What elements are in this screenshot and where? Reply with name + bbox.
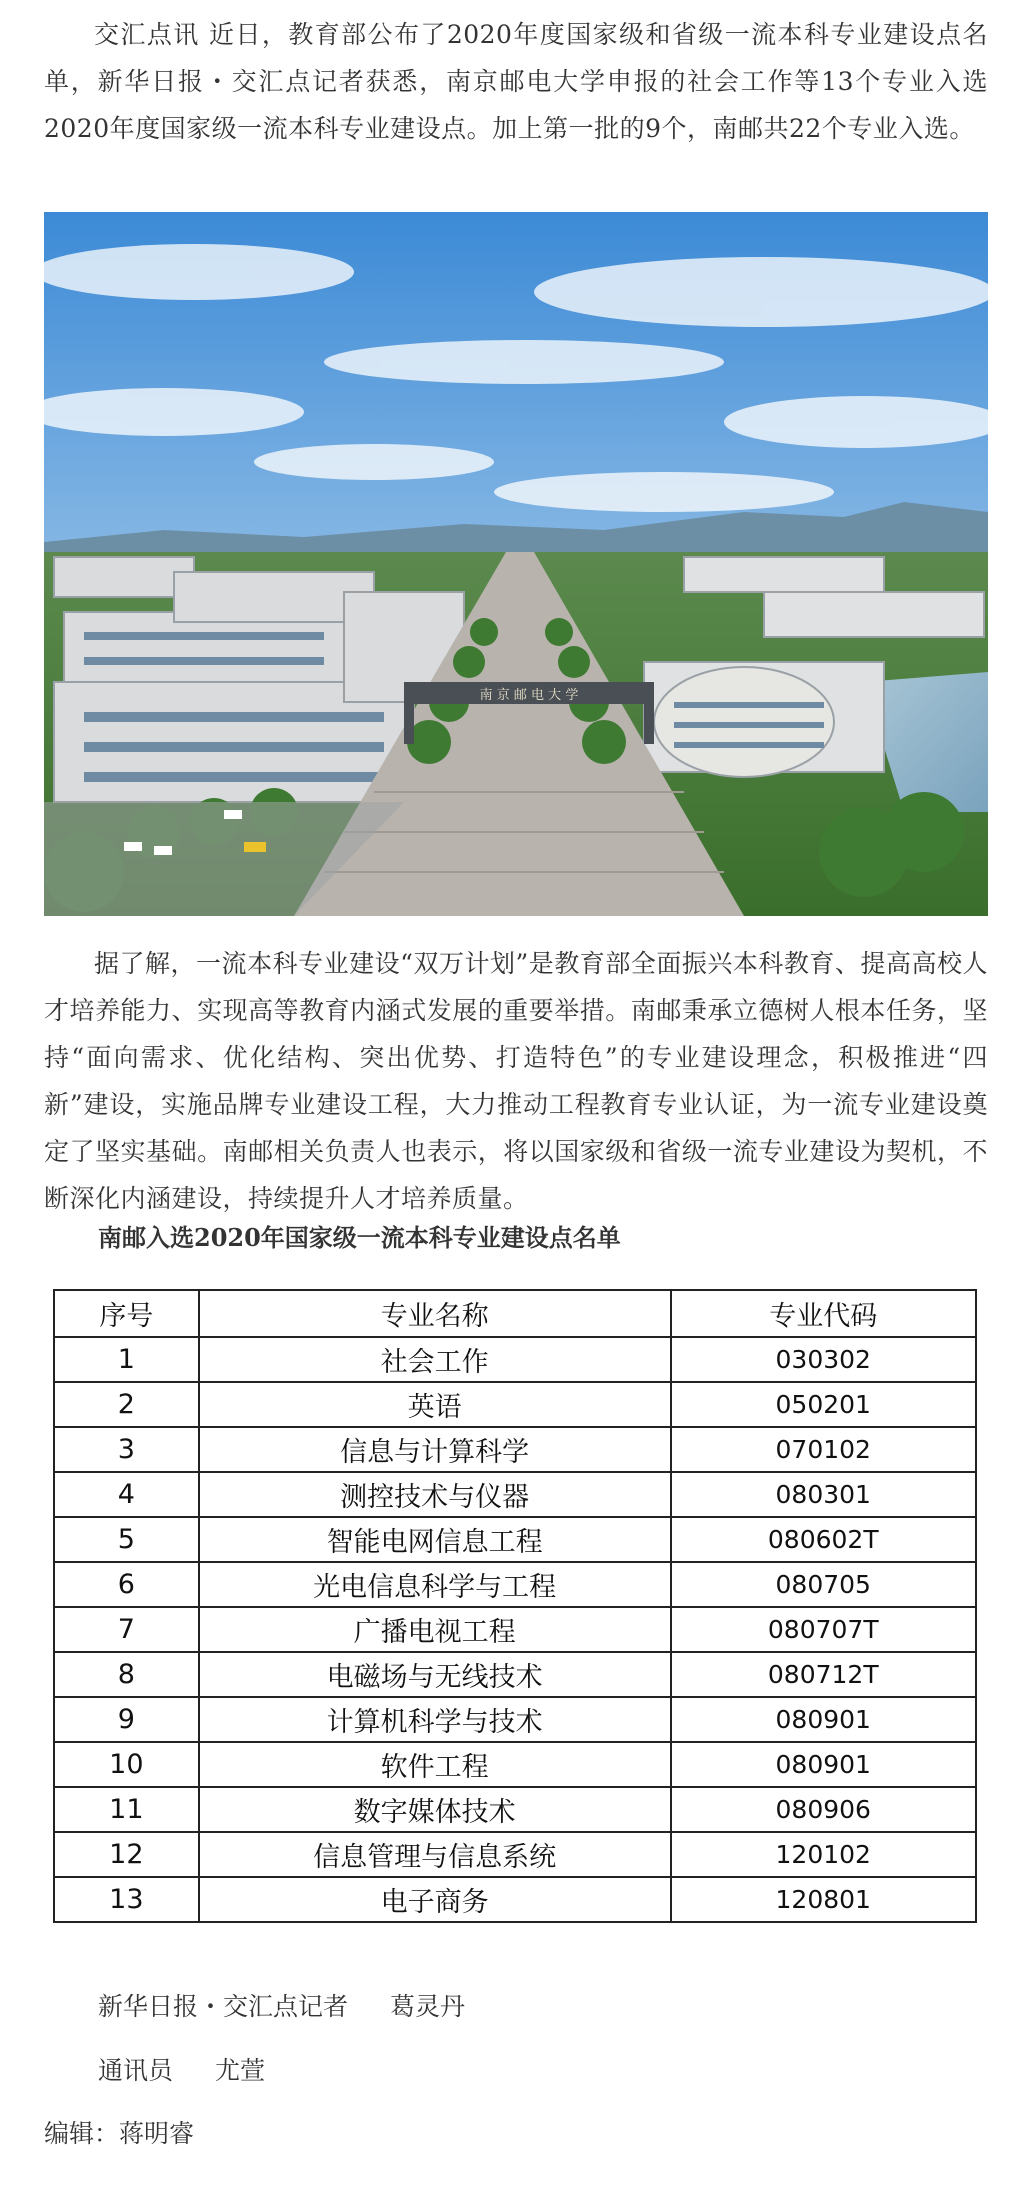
row-index: 10 — [54, 1742, 199, 1787]
majors-table — [53, 1289, 977, 1923]
row-major-code: 080705 — [671, 1562, 977, 1607]
table-row — [54, 1652, 976, 1697]
row-index: 7 — [54, 1607, 199, 1652]
row-major-code: 050201 — [671, 1382, 977, 1427]
reporter-name: 葛灵丹 — [390, 1992, 466, 2021]
row-index: 6 — [54, 1562, 199, 1607]
intro-paragraph: 交汇点讯 近日，教育部公布了2020年度国家级和省级一流本科专业建设点名单，新华日报・交汇点记者获悉，南京邮电大学申报的社会工作等13个专业入选2020年度国家级一流本科专业建设点。加上第一批的9个，南邮共22个专业入选。 — [44, 20, 988, 143]
row-major-name: 测控技术与仪器 — [199, 1472, 671, 1517]
row-major-code: 080301 — [671, 1472, 977, 1517]
row-index: 11 — [54, 1787, 199, 1832]
table-row — [54, 1742, 976, 1787]
row-index: 3 — [54, 1427, 199, 1472]
row-major-name: 智能电网信息工程 — [199, 1517, 671, 1562]
row-index: 8 — [54, 1652, 199, 1697]
table-row — [54, 1382, 976, 1427]
table-row — [54, 1472, 976, 1517]
table-row — [54, 1562, 976, 1607]
row-major-name: 电磁场与无线技术 — [199, 1652, 671, 1697]
row-major-code: 080901 — [671, 1742, 977, 1787]
row-index: 2 — [54, 1382, 199, 1427]
row-index: 12 — [54, 1832, 199, 1877]
row-major-code: 080602T — [671, 1517, 977, 1562]
row-major-code: 030302 — [671, 1337, 977, 1382]
row-major-code: 120801 — [671, 1877, 977, 1922]
row-major-code: 080901 — [671, 1697, 977, 1742]
row-major-name: 广播电视工程 — [199, 1607, 671, 1652]
reporter-credit — [98, 1987, 465, 2023]
table-header-row — [54, 1290, 976, 1337]
table-row — [54, 1832, 976, 1877]
row-major-code: 070102 — [671, 1427, 977, 1472]
row-major-name: 信息与计算科学 — [199, 1427, 671, 1472]
table-row — [54, 1427, 976, 1472]
row-major-name: 数字媒体技术 — [199, 1787, 671, 1832]
header-index: 序号 — [54, 1290, 199, 1337]
row-index: 13 — [54, 1877, 199, 1922]
table-row — [54, 1877, 976, 1922]
table-title: 南邮入选2020年国家级一流本科专业建设点名单 — [98, 1223, 621, 1252]
row-index: 9 — [54, 1697, 199, 1742]
header-major-code: 专业代码 — [671, 1290, 977, 1337]
table-row — [54, 1697, 976, 1742]
header-major-name: 专业名称 — [199, 1290, 671, 1337]
table-row — [54, 1607, 976, 1652]
row-major-name: 计算机科学与技术 — [199, 1697, 671, 1742]
correspondent-name: 尤萱 — [215, 2056, 266, 2085]
reporter-label: 新华日报・交汇点记者 — [98, 1992, 349, 2021]
row-major-name: 英语 — [199, 1382, 671, 1427]
row-index: 4 — [54, 1472, 199, 1517]
row-major-name: 软件工程 — [199, 1742, 671, 1787]
row-major-name: 信息管理与信息系统 — [199, 1832, 671, 1877]
row-index: 5 — [54, 1517, 199, 1562]
row-index: 1 — [54, 1337, 199, 1382]
row-major-code: 080712T — [671, 1652, 977, 1697]
row-major-code: 120102 — [671, 1832, 977, 1877]
row-major-code: 080906 — [671, 1787, 977, 1832]
body-paragraph: 据了解，一流本科专业建设“双万计划”是教育部全面振兴本科教育、提高高校人才培养能力、实现高等教育内涵式发展的重要举措。南邮秉承立德树人根本任务，坚持“面向需求、优化结构、突出优势、打造特色”的专业建设理念，积极推进“四新”建设，实施品牌专业建设工程，大力推动工程教育专业认证，为一流专业建设奠定了坚实基础。南邮相关负责人也表示，将以国家级和省级一流专业建设为契机，不断深化内涵建设，持续提升人才培养质量。 — [44, 949, 988, 1213]
gate-sign-text: 南 京 邮 电 大 学 — [479, 688, 579, 703]
row-major-name: 电子商务 — [199, 1877, 671, 1922]
editor-credit: 编辑：蒋明睿 — [44, 2119, 195, 2148]
correspondent-label: 通讯员 — [98, 2056, 174, 2085]
correspondent-credit — [98, 2051, 265, 2087]
row-major-code: 080707T — [671, 1607, 977, 1652]
row-major-name: 光电信息科学与工程 — [199, 1562, 671, 1607]
table-row — [54, 1517, 976, 1562]
table-row — [54, 1337, 976, 1382]
table-row — [54, 1787, 976, 1832]
campus-aerial-photo — [44, 212, 988, 916]
row-major-name: 社会工作 — [199, 1337, 671, 1382]
